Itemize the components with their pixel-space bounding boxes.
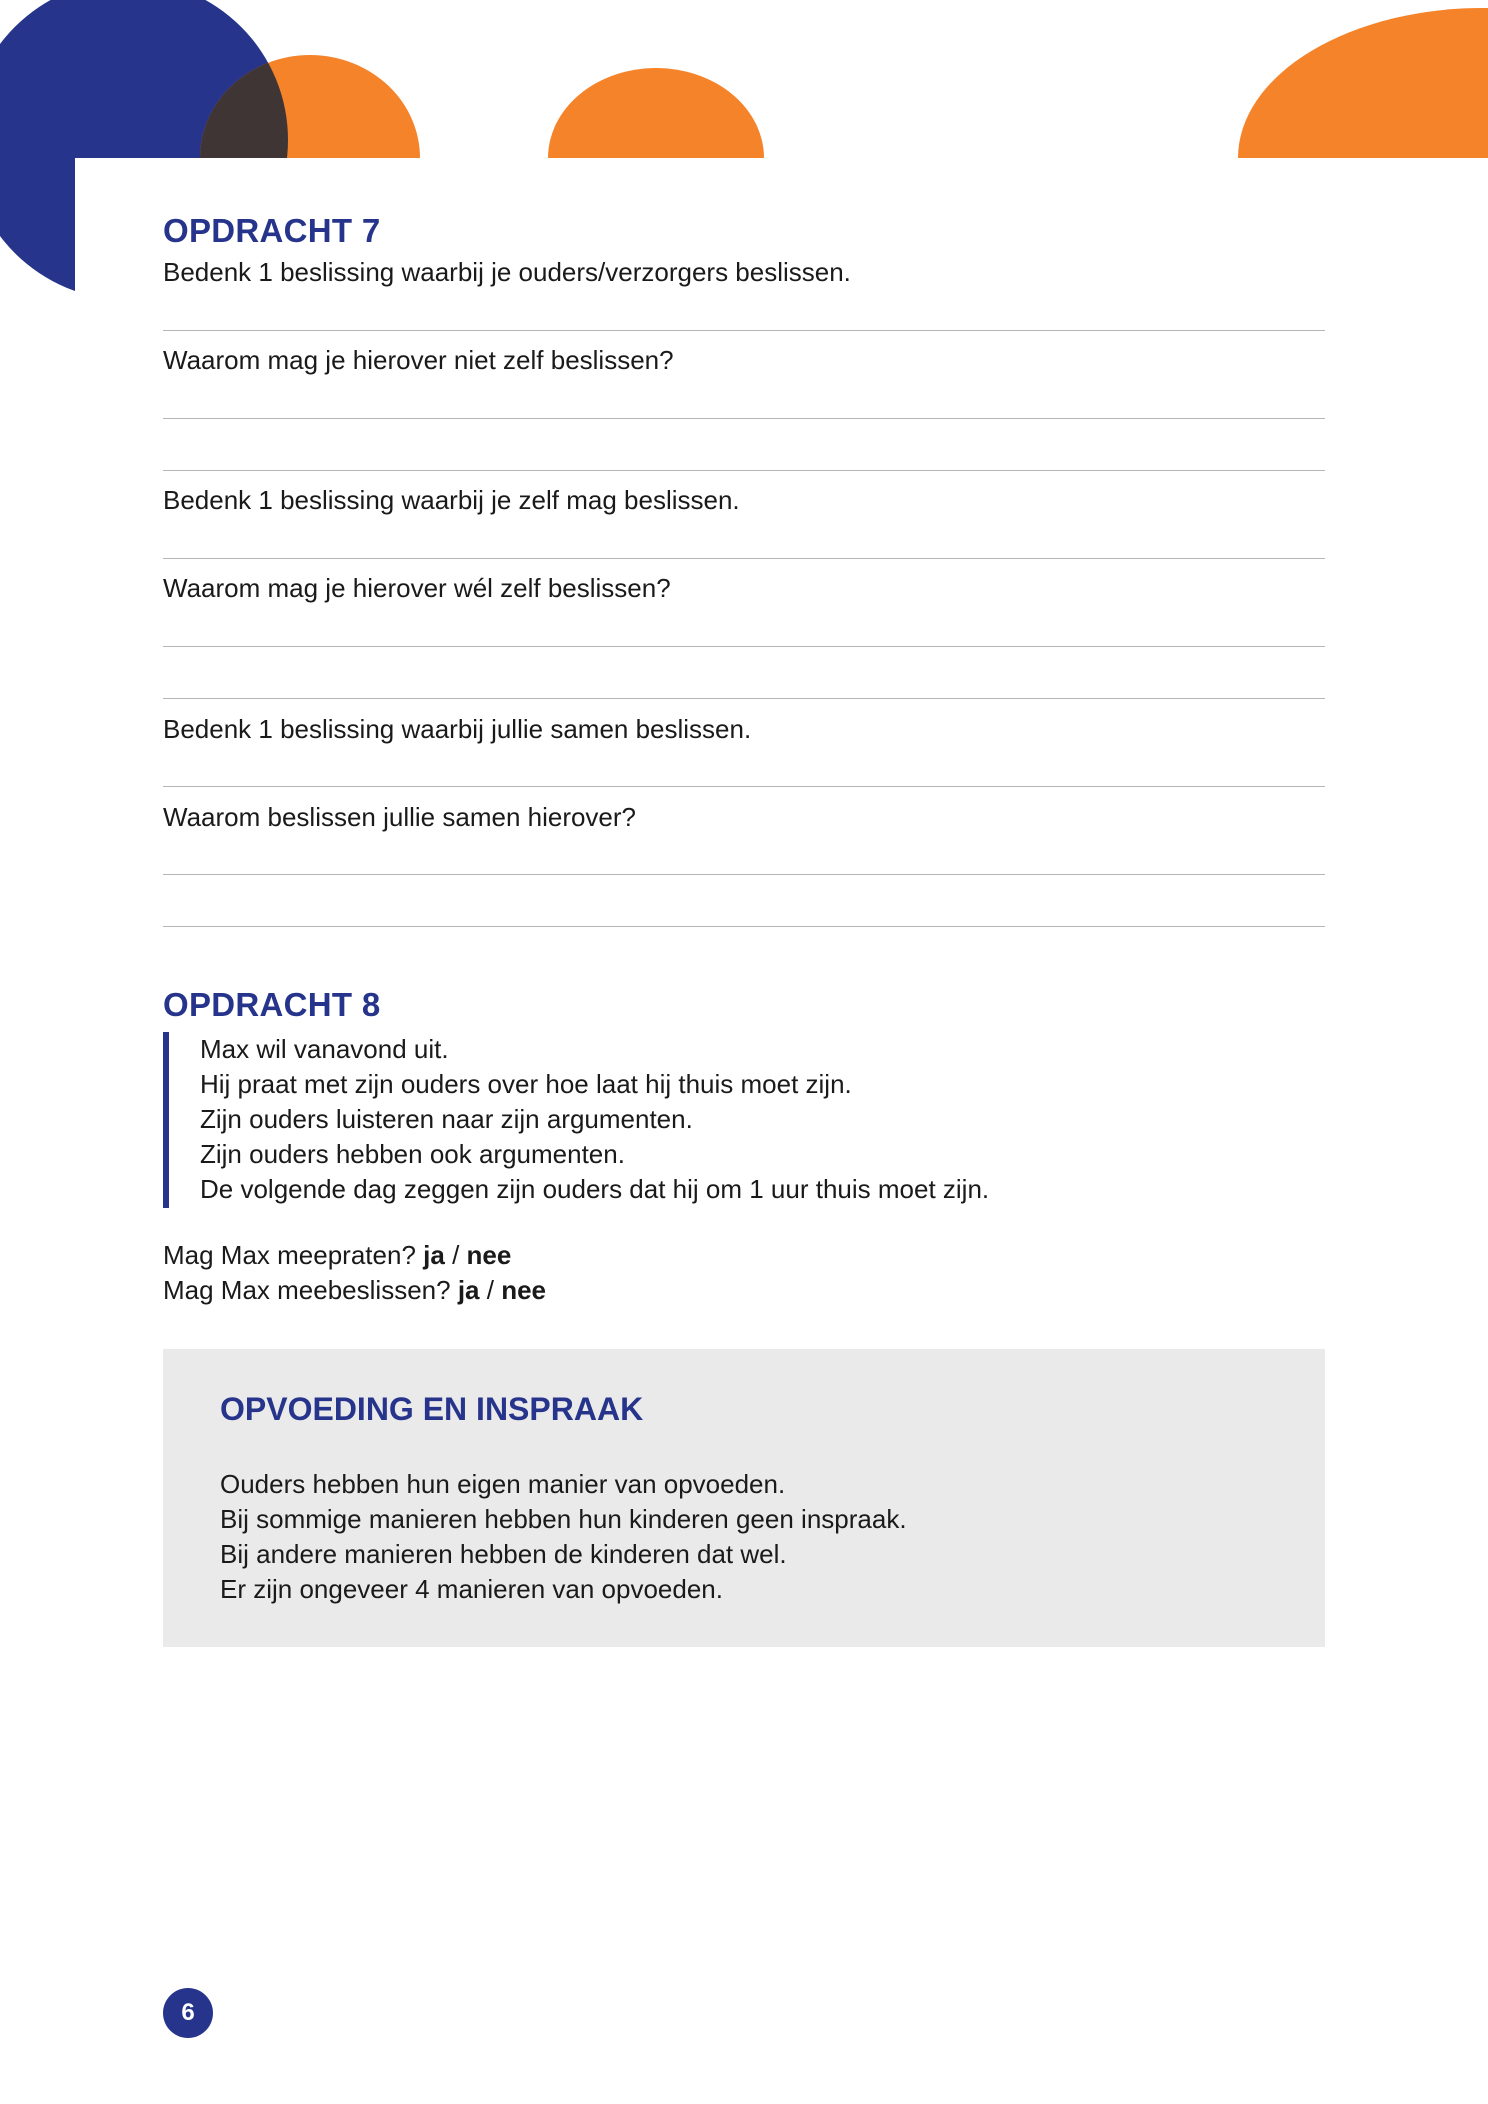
opdracht-7-heading: OPDRACHT 7 xyxy=(163,212,381,249)
prompt-text: Bedenk 1 beslissing waarbij je zelf mag beslissen. xyxy=(163,485,740,515)
orange-quarter-shape xyxy=(1238,8,1488,158)
question-meebeslissen xyxy=(163,1273,546,1308)
info-line: Bij andere manieren hebben de kinderen dat wel. xyxy=(220,1539,787,1569)
question-text: Mag Max meebeslissen? xyxy=(163,1275,451,1305)
info-box-body xyxy=(220,1467,907,1607)
orange-semicircle-shape xyxy=(548,68,764,158)
answer-line xyxy=(163,558,1325,559)
prompt-text: Bedenk 1 beslissing waarbij je ouders/verzorgers beslissen. xyxy=(163,257,851,287)
answer-line xyxy=(163,646,1325,647)
option-separator: / xyxy=(486,1275,494,1305)
page-number-badge: 6 xyxy=(163,1988,213,2038)
info-box xyxy=(163,1349,1325,1647)
prompt-text: Waarom mag je hierover niet zelf beslissen? xyxy=(163,345,674,375)
info-box-title: OPVOEDING EN INSPRAAK xyxy=(220,1391,644,1427)
prompt-text: Waarom beslissen jullie samen hierover? xyxy=(163,802,637,832)
question-meepraten xyxy=(163,1238,511,1273)
answer-line xyxy=(163,786,1325,787)
answer-line xyxy=(163,874,1325,875)
info-line: Ouders hebben hun eigen manier van opvoeden. xyxy=(220,1469,786,1499)
story-quote xyxy=(163,1032,989,1208)
answer-option-nee[interactable]: nee xyxy=(466,1240,512,1270)
story-line: Hij praat met zijn ouders over hoe laat hij thuis moet zijn. xyxy=(200,1069,852,1099)
answer-option-nee[interactable]: nee xyxy=(501,1275,547,1305)
question-text: Mag Max meepraten? xyxy=(163,1240,416,1270)
answer-option-ja[interactable]: ja xyxy=(423,1240,445,1270)
answer-line xyxy=(163,330,1325,331)
option-separator: / xyxy=(452,1240,460,1270)
prompt-text: Waarom mag je hierover wél zelf beslissen? xyxy=(163,573,671,603)
info-line: Er zijn ongeveer 4 manieren van opvoeden. xyxy=(220,1574,723,1604)
info-line: Bij sommige manieren hebben hun kinderen geen inspraak. xyxy=(220,1504,907,1534)
opdracht-8-heading: OPDRACHT 8 xyxy=(163,986,381,1023)
answer-line xyxy=(163,926,1325,927)
story-line: Zijn ouders luisteren naar zijn argumenten. xyxy=(200,1104,693,1134)
story-line: Zijn ouders hebben ook argumenten. xyxy=(200,1139,625,1169)
answer-line xyxy=(163,470,1325,471)
answer-option-ja[interactable]: ja xyxy=(457,1275,480,1305)
story-line: De volgende dag zeggen zijn ouders dat hij om 1 uur thuis moet zijn. xyxy=(200,1174,990,1204)
answer-line xyxy=(163,698,1325,699)
story-line: Max wil vanavond uit. xyxy=(200,1034,449,1064)
answer-line xyxy=(163,418,1325,419)
prompt-text: Bedenk 1 beslissing waarbij jullie samen beslissen. xyxy=(163,714,752,744)
